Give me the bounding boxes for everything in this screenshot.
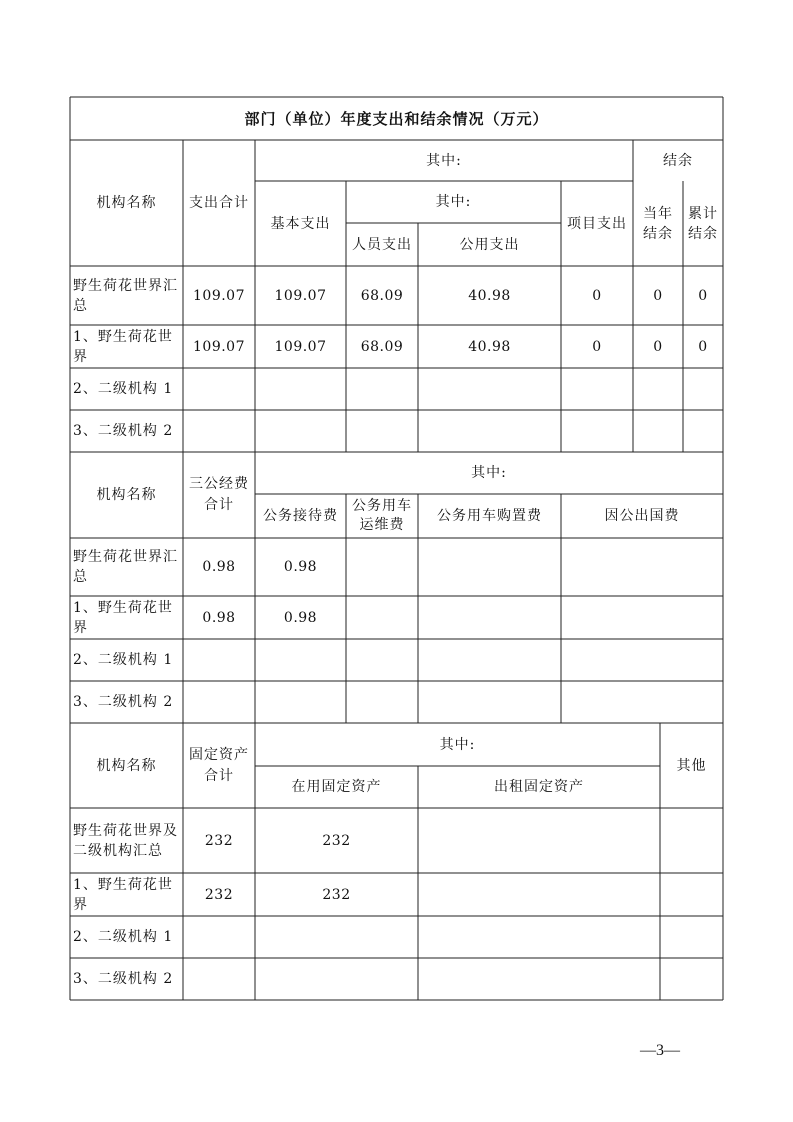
table-cell-total: 109.07 bbox=[193, 287, 245, 304]
table-cell-total: 232 bbox=[204, 886, 234, 903]
header-public-expenditure: 公用支出 bbox=[459, 236, 520, 253]
table-cell-org-name: 2、二级机构 1 bbox=[73, 652, 174, 668]
table-cell-total: 109.07 bbox=[193, 338, 245, 355]
header-current-year-balance: 当年 结余 bbox=[643, 205, 673, 242]
header-basic-of-which: 其中: bbox=[435, 194, 472, 210]
header-personnel-expenditure: 人员支出 bbox=[352, 236, 412, 253]
table-cell-project: 0 bbox=[592, 287, 602, 304]
table-cell-personnel: 68.09 bbox=[360, 287, 404, 304]
table-cell-basic: 109.07 bbox=[274, 287, 327, 304]
table-title: 部门（单位）年度支出和结余情况（万元） bbox=[244, 109, 549, 128]
table-cell-org-name: 3、二级机构 2 bbox=[73, 694, 174, 710]
header-fixed-assets-leased: 出租固定资产 bbox=[494, 779, 584, 795]
table-cell-cum-balance: 0 bbox=[698, 338, 708, 355]
header-official-reception: 公务接待费 bbox=[263, 508, 338, 524]
header-of-which: 其中: bbox=[471, 465, 507, 481]
table-cell-org-name: 3、二级机构 2 bbox=[73, 971, 174, 987]
header-fixed-assets-total: 固定资产 合计 bbox=[189, 746, 249, 784]
header-basic-expenditure: 基本支出 bbox=[270, 215, 331, 232]
table-cell-basic: 109.07 bbox=[274, 338, 327, 355]
table-cell-year-balance: 0 bbox=[653, 338, 663, 355]
table-cell-project: 0 bbox=[592, 338, 602, 355]
header-overseas-travel: 因公出国费 bbox=[604, 508, 680, 524]
header-of-which: 其中: bbox=[439, 736, 476, 753]
header-org-name: 机构名称 bbox=[96, 487, 157, 503]
table-cell-year-balance: 0 bbox=[653, 287, 663, 304]
header-vehicle-operation: 公务用车 运维费 bbox=[352, 498, 412, 533]
table-cell-total: 0.98 bbox=[202, 559, 236, 575]
header-expenditure-total: 支出合计 bbox=[189, 195, 249, 211]
table-cell-org-name: 野生荷花世界汇总 bbox=[73, 549, 178, 585]
table-cell-org-name: 2、二级机构 1 bbox=[73, 929, 174, 945]
table-cell-in-use: 232 bbox=[322, 886, 351, 903]
table-cell-org-name: 1、野生荷花世界 bbox=[73, 876, 173, 913]
table-cell-org-name: 1、野生荷花世界 bbox=[73, 599, 173, 636]
table-cell-org-name: 野生荷花世界汇总 bbox=[73, 277, 178, 314]
header-balance: 结余 bbox=[663, 152, 693, 169]
header-other: 其他 bbox=[676, 757, 707, 774]
header-project-expenditure: 项目支出 bbox=[567, 215, 627, 232]
table-cell-org-name: 1、野生荷花世界 bbox=[73, 328, 173, 365]
table-cell-org-name: 野生荷花世界及二级机构汇总 bbox=[73, 822, 178, 859]
header-vehicle-purchase: 公务用车购置费 bbox=[437, 508, 542, 524]
table-cell-reception: 0.98 bbox=[283, 559, 318, 575]
table-cell-public: 40.98 bbox=[468, 338, 511, 355]
table-cell-reception: 0.98 bbox=[283, 609, 318, 626]
table-cell-org-name: 2、二级机构 1 bbox=[73, 381, 174, 397]
table-cell-total: 0.98 bbox=[202, 609, 236, 626]
table-cell-org-name: 3、二级机构 2 bbox=[73, 423, 174, 439]
table-cell-in-use: 232 bbox=[322, 832, 351, 849]
table-cell-total: 232 bbox=[204, 832, 234, 849]
header-org-name: 机构名称 bbox=[96, 195, 157, 211]
header-cumulative-balance: 累计 结余 bbox=[688, 205, 718, 242]
header-of-which: 其中: bbox=[426, 152, 462, 169]
table-cell-personnel: 68.09 bbox=[360, 338, 404, 355]
table-cell-public: 40.98 bbox=[468, 287, 511, 304]
header-org-name: 机构名称 bbox=[96, 757, 157, 774]
header-fixed-assets-in-use: 在用固定资产 bbox=[291, 779, 382, 795]
page-number: —3— bbox=[640, 1042, 680, 1059]
table-cell-cum-balance: 0 bbox=[698, 287, 708, 304]
header-three-public-total: 三公经费 合计 bbox=[189, 476, 249, 513]
